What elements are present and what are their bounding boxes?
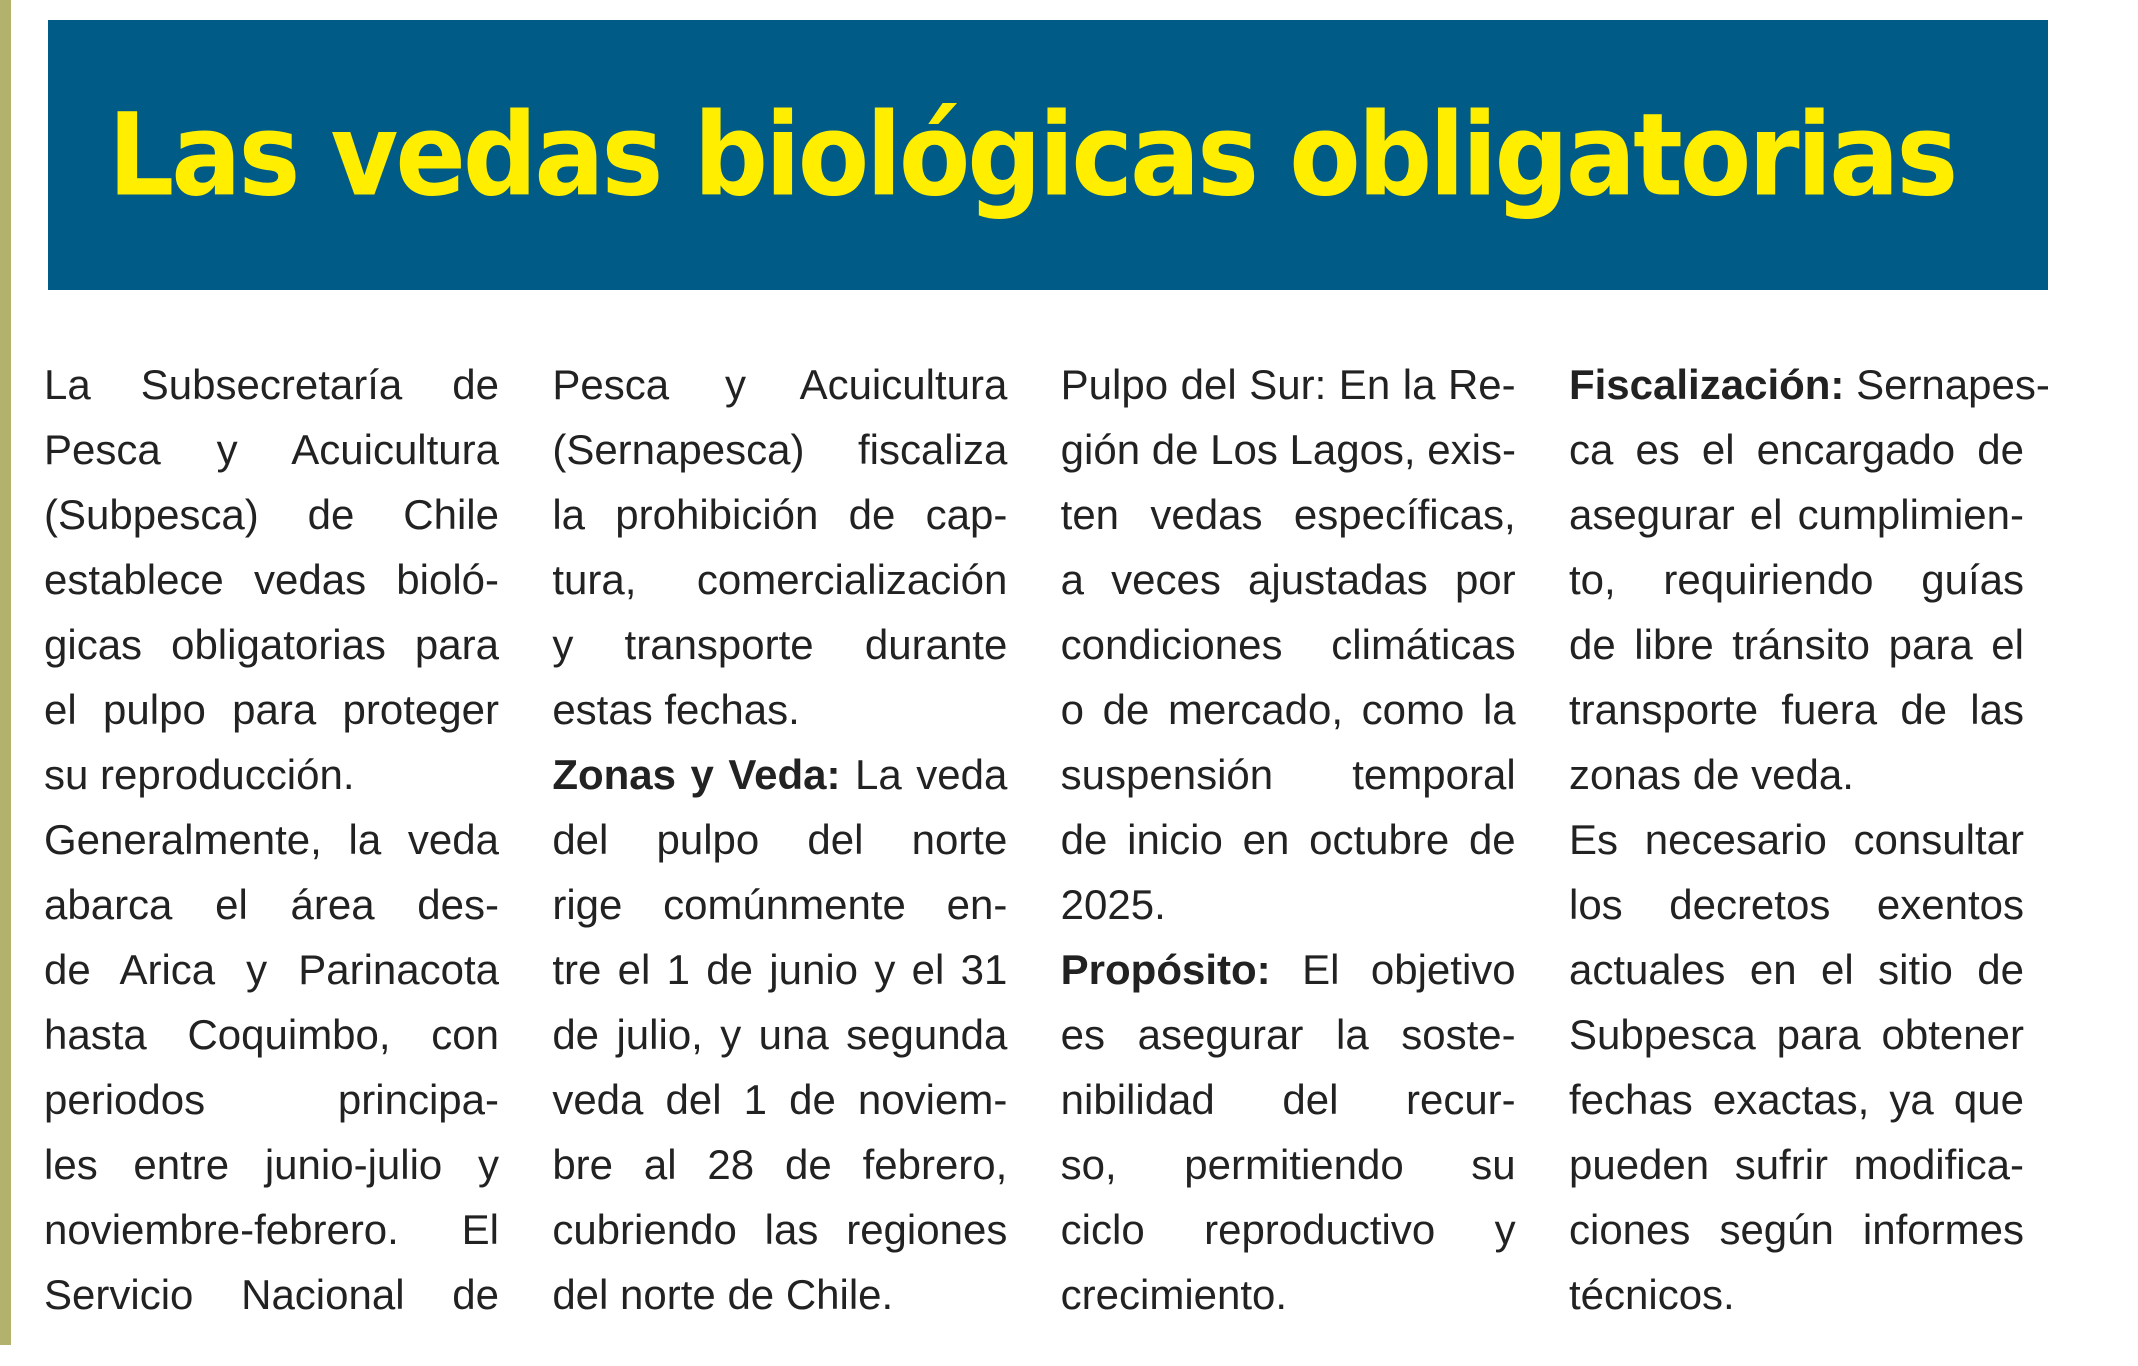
line-text: Pesca y Acuicultura: [552, 361, 1008, 408]
line-text: el pulpo para proteger: [44, 686, 499, 733]
line-text: de libre tránsito para el: [1568, 621, 2024, 668]
line-text: ciones según informes: [1568, 1206, 2024, 1253]
line-text: Sernapes-: [1844, 361, 2050, 408]
text-line: [552, 1002, 1007, 1067]
text-line: [44, 807, 499, 872]
text-line: [1061, 807, 1516, 872]
line-text: actuales en el sitio de: [1568, 946, 2024, 993]
text-line: [1061, 872, 1516, 937]
text-line: [552, 352, 1007, 417]
line-text: tura, comercialización: [552, 556, 1008, 603]
text-line: [44, 547, 499, 612]
text-line: [1569, 417, 2024, 482]
line-text: ciclo reproductivo y: [1060, 1206, 1516, 1253]
line-text: de Arica y Parinacota: [44, 946, 499, 993]
text-line: [1061, 612, 1516, 677]
line-text: Servicio Nacional de: [44, 1271, 499, 1318]
text-line: [552, 482, 1007, 547]
text-column-1: [44, 352, 499, 1327]
text-line: [552, 937, 1007, 1002]
line-text: (Subpesca) de Chile: [44, 491, 499, 538]
text-line: [1569, 937, 2024, 1002]
left-border-rule: [0, 0, 11, 1345]
text-line: [44, 1262, 499, 1327]
text-line: [552, 807, 1007, 872]
text-line: [1061, 1197, 1516, 1262]
line-text: su reproducción.: [44, 751, 355, 798]
text-column-3: [1061, 352, 1516, 1327]
text-line: [552, 612, 1007, 677]
text-line: [44, 872, 499, 937]
text-line: [44, 417, 499, 482]
text-line: [552, 742, 1007, 807]
line-text: ten vedas específicas,: [1060, 491, 1516, 538]
section-heading: Fiscalización:: [1568, 361, 1845, 408]
line-text: gión de Los Lagos, exis-: [1060, 426, 1516, 473]
line-text: (Sernapesca) fiscaliza: [552, 426, 1008, 473]
line-text: rige comúnmente en-: [552, 881, 1008, 928]
line-text: Subpesca para obtener: [1568, 1011, 2024, 1058]
line-text: ca es el encargado de: [1568, 426, 2024, 473]
line-text: de inicio en octubre de: [1060, 816, 1516, 863]
line-text: zonas de veda.: [1568, 751, 1854, 798]
line-text: de julio, y una segunda: [552, 1011, 1008, 1058]
line-text: es asegurar la soste-: [1060, 1011, 1516, 1058]
line-text: fechas exactas, ya que: [1568, 1076, 2024, 1123]
section-heading: Propósito:: [1060, 946, 1271, 993]
line-text: técnicos.: [1568, 1271, 1735, 1318]
text-line: [552, 1067, 1007, 1132]
text-column-4: [1568, 352, 2050, 1327]
text-line: [44, 612, 499, 677]
text-line: [1569, 742, 2024, 807]
text-line: [44, 742, 499, 807]
line-text: to, requiriendo guías: [1568, 556, 2024, 603]
section-heading: Zonas y Veda:: [552, 751, 841, 798]
line-text: El objetivo: [1270, 946, 1516, 993]
text-line: [1569, 1197, 2024, 1262]
text-line: [1061, 742, 1516, 807]
text-line: [1569, 1132, 2024, 1197]
line-text: del norte de Chile.: [552, 1271, 894, 1318]
line-text: gicas obligatorias para: [44, 621, 499, 668]
text-line: [1569, 1067, 2024, 1132]
line-text: 2025.: [1060, 881, 1166, 928]
line-text: la prohibición de cap-: [552, 491, 1008, 538]
text-line: [1569, 1002, 2024, 1067]
line-text: Pulpo del Sur: En la Re-: [1060, 361, 1516, 408]
line-text: veda del 1 de noviem-: [552, 1076, 1008, 1123]
line-text: condiciones climáticas: [1060, 621, 1516, 668]
text-line: [1061, 1132, 1516, 1197]
text-line: [552, 872, 1007, 937]
line-text: del pulpo del norte: [552, 816, 1008, 863]
line-text: y transporte durante: [552, 621, 1008, 668]
line-text: Pesca y Acuicultura: [44, 426, 499, 473]
text-line: [1569, 872, 2024, 937]
text-line: [44, 937, 499, 1002]
title-banner: [48, 20, 2048, 290]
text-line: [552, 677, 1007, 742]
text-line: [552, 547, 1007, 612]
line-text: tre el 1 de junio y el 31: [552, 946, 1008, 993]
text-line: [44, 1067, 499, 1132]
line-text: noviembre-febrero. El: [44, 1206, 499, 1253]
line-text: periodos principa-: [44, 1076, 499, 1123]
text-line: [1569, 482, 2024, 547]
line-text: La veda: [840, 751, 1008, 798]
text-line: [44, 1132, 499, 1197]
line-text: Generalmente, la veda: [44, 816, 499, 863]
text-line: [552, 417, 1007, 482]
line-text: so, permitiendo su: [1060, 1141, 1516, 1188]
line-text: establece vedas bioló-: [44, 556, 499, 603]
text-line: [552, 1132, 1007, 1197]
text-line: [1569, 807, 2024, 872]
line-text: nibilidad del recur-: [1060, 1076, 1516, 1123]
text-line: [1061, 1262, 1516, 1327]
text-column-2: [552, 352, 1007, 1327]
line-text: transporte fuera de las: [1568, 686, 2024, 733]
line-text: a veces ajustadas por: [1060, 556, 1516, 603]
text-line: [1569, 612, 2024, 677]
text-line: [1061, 937, 1516, 1002]
line-text: crecimiento.: [1060, 1271, 1288, 1318]
text-line: [1061, 352, 1516, 417]
line-text: o de mercado, como la: [1060, 686, 1516, 733]
line-text: abarca el área des-: [44, 881, 499, 928]
text-line: [44, 352, 499, 417]
text-line: [1569, 1262, 2024, 1327]
text-line: [44, 482, 499, 547]
line-text: les entre junio-julio y: [44, 1141, 499, 1188]
text-line: [552, 1262, 1007, 1327]
line-text: estas fechas.: [552, 686, 800, 733]
line-text: los decretos exentos: [1568, 881, 2024, 928]
text-line: [44, 1197, 499, 1262]
line-text: asegurar el cumplimien-: [1568, 491, 2024, 538]
line-text: suspensión temporal: [1060, 751, 1516, 798]
line-text: cubriendo las regiones: [552, 1206, 1008, 1253]
line-text: Es necesario consultar: [1568, 816, 2024, 863]
text-line: [1569, 547, 2024, 612]
article-body: [44, 352, 2050, 1327]
text-line: [1568, 352, 2050, 417]
line-text: La Subsecretaría de: [44, 361, 499, 408]
text-line: [1061, 547, 1516, 612]
text-line: [1061, 417, 1516, 482]
text-line: [552, 1197, 1007, 1262]
text-line: [1569, 677, 2024, 742]
line-text: hasta Coquimbo, con: [44, 1011, 499, 1058]
text-line: [44, 677, 499, 742]
text-line: [1061, 677, 1516, 742]
text-line: [1061, 482, 1516, 547]
line-text: pueden sufrir modifica-: [1568, 1141, 2024, 1188]
text-line: [1061, 1067, 1516, 1132]
line-text: bre al 28 de febrero,: [552, 1141, 1008, 1188]
article-title: Las vedas biológicas obligatorias: [108, 87, 1956, 223]
text-line: [44, 1002, 499, 1067]
text-line: [1061, 1002, 1516, 1067]
